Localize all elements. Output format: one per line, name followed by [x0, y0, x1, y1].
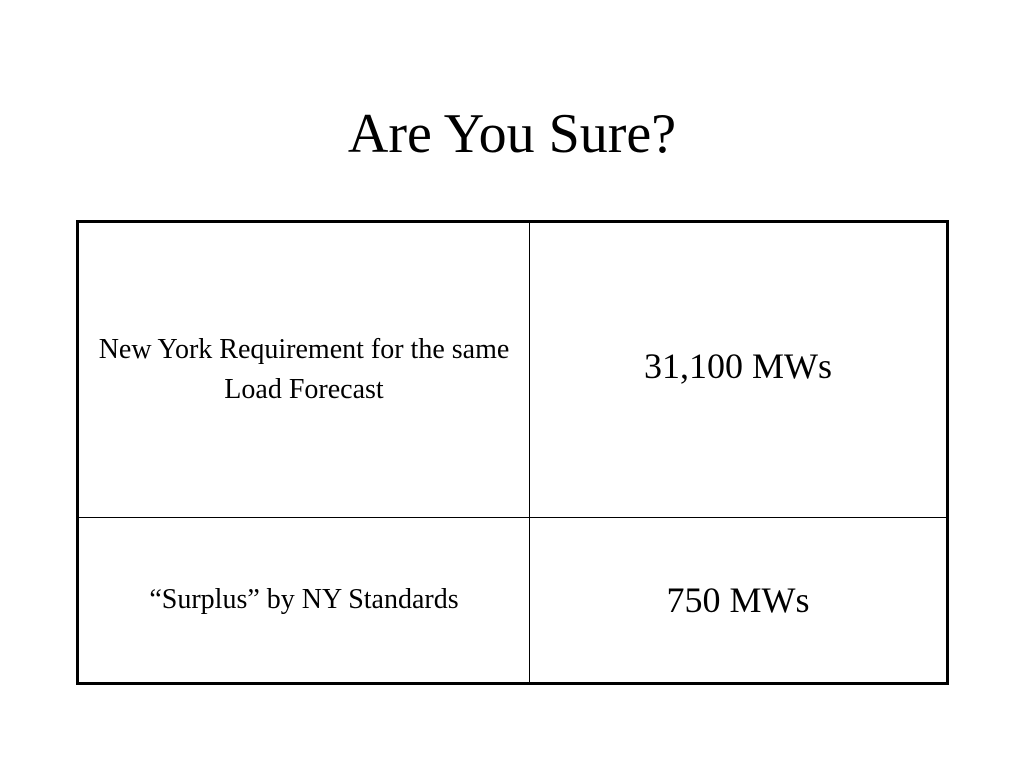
table-row [78, 222, 948, 518]
row-label [78, 517, 530, 683]
table-row [78, 517, 948, 683]
row-value [530, 517, 948, 683]
comparison-table [76, 220, 949, 685]
row-value-text: 31,100 MWs [644, 345, 832, 386]
row-label [78, 222, 530, 518]
row-value-text: 750 MWs [666, 579, 810, 620]
row-label-text: “Surplus” by NY Standards [149, 583, 459, 615]
slide-title: Are You Sure? [347, 103, 677, 165]
row-value [530, 222, 948, 518]
row-label-text: New York Requirement for the same Load Forecast [98, 333, 510, 405]
